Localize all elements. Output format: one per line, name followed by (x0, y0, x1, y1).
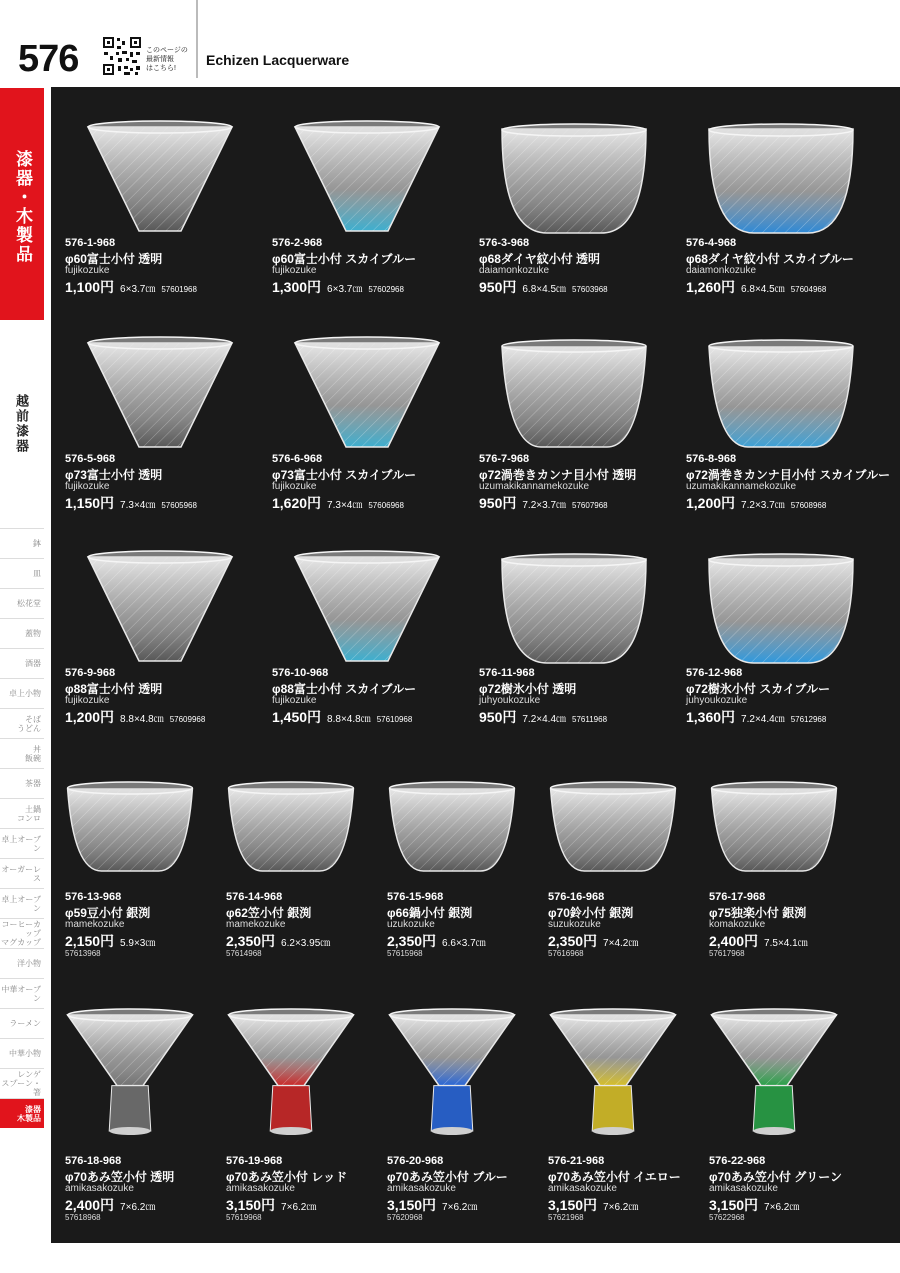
product-price: 2,350円 (226, 933, 276, 949)
product-name: φ62笠小付 銀渕 (226, 906, 312, 920)
product-sku: 57615968 (387, 949, 423, 958)
glass-bowl-image (709, 1005, 839, 1135)
product-name: φ68ダイヤ紋小付 スカイブルー (686, 252, 854, 266)
product-price: 950円 (479, 279, 517, 295)
sidebar-item[interactable]: 茶器 (0, 768, 44, 798)
product-sku: 57614968 (226, 949, 262, 958)
product-name: φ70あみ笠小付 イエロー (548, 1170, 681, 1184)
product-code: 576-18-968 (65, 1155, 122, 1167)
price-line (709, 1195, 799, 1215)
glass-bowl-image (292, 335, 442, 453)
product-name: φ70鈴小付 銀渕 (548, 906, 634, 920)
sidebar-item[interactable]: 皿 (0, 558, 44, 588)
product-size: 6×3.7㎝ (327, 284, 363, 295)
product-code: 576-16-968 (548, 891, 605, 903)
category-tab[interactable]: 漆器・木製品 (0, 88, 44, 320)
product-size: 7×4.2㎝ (603, 938, 639, 949)
product-romaji: uzukozuke (387, 919, 435, 930)
product-romaji: amikasakozuke (65, 1183, 134, 1194)
sidebar-item[interactable]: 卓上オーブン (0, 828, 44, 858)
product-romaji: amikasakozuke (387, 1183, 456, 1194)
qr-code[interactable] (102, 36, 142, 76)
sidebar-item[interactable]: 洋小物 (0, 948, 44, 978)
product-romaji: mamekozuke (226, 919, 286, 930)
sidebar-item[interactable]: レンゲ スプーン・箸 (0, 1068, 44, 1098)
glass-bowl-image (292, 549, 442, 667)
price-line (65, 1195, 155, 1215)
glass-bowl-image (292, 119, 442, 237)
product-code: 576-20-968 (387, 1155, 444, 1167)
glass-bowl-image (387, 777, 517, 877)
glass-bowl-image (226, 1005, 356, 1135)
glass-bowl-image (548, 1005, 678, 1135)
product-sku: 57608968 (790, 501, 827, 510)
product-price: 1,620円 (272, 495, 322, 511)
glass-bowl-image (706, 119, 856, 237)
product-price: 1,450円 (272, 709, 322, 725)
price-line (709, 931, 808, 951)
product-romaji: uzumakikannamekozuke (686, 481, 797, 492)
product-size: 7.3×4㎝ (120, 500, 156, 511)
product-romaji: fujikozuke (65, 695, 110, 706)
product-sku: 57621968 (548, 1213, 584, 1222)
product-sku: 57602968 (368, 285, 404, 294)
sidebar-item[interactable]: 中華オーブン (0, 978, 44, 1008)
product-romaji: fujikozuke (272, 265, 317, 276)
product-sku: 57610968 (376, 715, 413, 724)
page-number: 576 (18, 38, 79, 80)
product-name: φ72渦巻きカンナ目小付 透明 (479, 468, 637, 482)
sidebar (0, 88, 44, 1273)
product-sku: 57601968 (161, 285, 197, 294)
sidebar-item[interactable]: 松花堂 (0, 588, 44, 618)
product-romaji: fujikozuke (272, 481, 317, 492)
product-code: 576-15-968 (387, 891, 444, 903)
product-size: 7.2×3.7㎝ (522, 500, 567, 511)
product-size: 7.5×4.1㎝ (764, 938, 808, 949)
price-line (387, 931, 486, 951)
product-price: 1,300円 (272, 279, 322, 295)
product-sku: 57616968 (548, 949, 584, 958)
product-size: 6.8×4.5㎝ (741, 284, 785, 295)
glass-bowl-image (548, 777, 678, 877)
glass-bowl-image (499, 335, 649, 453)
product-romaji: amikasakozuke (226, 1183, 295, 1194)
product-price: 2,400円 (65, 1197, 115, 1213)
price-line (272, 277, 404, 297)
product-size: 6×3.7㎝ (120, 284, 156, 295)
product-romaji: amikasakozuke (548, 1183, 617, 1194)
glass-bowl-image (85, 119, 235, 237)
sidebar-item[interactable]: 鉢 (0, 528, 44, 558)
product-romaji: fujikozuke (65, 481, 110, 492)
product-code: 576-7-968 (479, 453, 530, 465)
product-name: φ88富士小付 スカイブルー (272, 682, 417, 696)
product-name: φ66鍋小付 銀渕 (387, 906, 473, 920)
product-sku: 57604968 (790, 285, 827, 294)
price-line (686, 707, 826, 727)
product-code: 576-2-968 (272, 237, 323, 249)
product-name: φ59豆小付 銀渕 (65, 906, 151, 920)
product-price: 2,350円 (548, 933, 598, 949)
sidebar-item[interactable]: 卓上小物 (0, 678, 44, 708)
product-romaji: juhyoukozuke (479, 695, 541, 706)
glass-bowl-image (65, 777, 195, 877)
product-sku: 57609968 (169, 715, 206, 724)
product-code: 576-9-968 (65, 667, 116, 679)
product-size: 7×6.2㎝ (764, 1202, 800, 1213)
product-sku: 57611968 (572, 715, 608, 724)
product-romaji: komakozuke (709, 919, 766, 930)
sidebar-item[interactable]: ラーメン (0, 1008, 44, 1038)
product-price: 3,150円 (709, 1197, 759, 1213)
product-name: φ70あみ笠小付 グリーン (709, 1170, 843, 1184)
product-price: 2,350円 (387, 933, 437, 949)
product-sku: 57622968 (709, 1213, 745, 1222)
product-size: 7×6.2㎝ (442, 1202, 478, 1213)
product-size: 6.8×4.5㎝ (522, 284, 567, 295)
product-size: 7×6.2㎝ (603, 1202, 639, 1213)
sidebar-item[interactable]: 蓋物 (0, 618, 44, 648)
sidebar-item[interactable]: そば うどん (0, 708, 44, 738)
product-sku: 57612968 (790, 715, 827, 724)
product-size: 7×6.2㎝ (281, 1202, 317, 1213)
price-line (65, 493, 197, 513)
product-price: 1,150円 (65, 495, 115, 511)
product-size: 7.3×4㎝ (327, 500, 363, 511)
price-line (272, 707, 412, 727)
product-code: 576-8-968 (686, 453, 737, 465)
product-sku: 57619968 (226, 1213, 262, 1222)
product-name: φ70あみ笠小付 ブルー (387, 1170, 508, 1184)
product-code: 576-17-968 (709, 891, 766, 903)
product-romaji: uzumakikannamekozuke (479, 481, 590, 492)
product-size: 6.2×3.95㎝ (281, 938, 331, 949)
price-line (548, 931, 638, 951)
product-code: 576-12-968 (686, 667, 743, 679)
glass-bowl-image (85, 335, 235, 453)
price-line (65, 931, 155, 951)
glass-bowl-image (709, 777, 839, 877)
product-name: φ72樹氷小付 透明 (479, 682, 577, 696)
sidebar-item[interactable]: 土鍋 コンロ (0, 798, 44, 828)
product-romaji: amikasakozuke (709, 1183, 778, 1194)
product-romaji: fujikozuke (65, 265, 110, 276)
sidebar-item[interactable]: 中華小物 (0, 1038, 44, 1068)
price-line (686, 277, 826, 297)
product-code: 576-14-968 (226, 891, 283, 903)
qr-note: このページの 最新情報 はこちら! (146, 47, 188, 72)
price-line (65, 277, 197, 297)
subcategory-label: 越前漆器 (14, 394, 29, 454)
product-price: 3,150円 (387, 1197, 437, 1213)
sidebar-nav (0, 528, 44, 1128)
product-size: 7.2×4.4㎝ (741, 714, 785, 725)
glass-bowl-image (499, 549, 649, 667)
product-size: 8.8×4.8㎝ (120, 714, 164, 725)
product-code: 576-22-968 (709, 1155, 766, 1167)
product-price: 1,200円 (686, 495, 736, 511)
price-line (226, 1195, 316, 1215)
product-price: 1,200円 (65, 709, 115, 725)
sidebar-item[interactable]: 丼 飯碗 (0, 738, 44, 768)
product-sku: 57603968 (572, 285, 608, 294)
product-code: 576-5-968 (65, 453, 116, 465)
product-size: 7×6.2㎝ (120, 1202, 156, 1213)
product-name: φ75独楽小付 銀渕 (709, 906, 807, 920)
product-romaji: daiamonkozuke (686, 265, 757, 276)
sidebar-item[interactable]: 卓上オーブン (0, 888, 44, 918)
product-price: 3,150円 (226, 1197, 276, 1213)
price-line (479, 493, 608, 513)
sidebar-item[interactable]: オーガーレス (0, 858, 44, 888)
product-name: φ70あみ笠小付 透明 (65, 1170, 175, 1184)
product-code: 576-1-968 (65, 237, 116, 249)
product-name: φ72樹氷小付 スカイブルー (686, 682, 831, 696)
product-code: 576-3-968 (479, 237, 530, 249)
product-sku: 57607968 (572, 501, 608, 510)
product-code: 576-21-968 (548, 1155, 605, 1167)
product-size: 5.9×3㎝ (120, 938, 156, 949)
product-price: 950円 (479, 495, 517, 511)
product-price: 1,100円 (65, 279, 115, 295)
product-code: 576-4-968 (686, 237, 737, 249)
sidebar-item[interactable]: 漆器 木製品 (0, 1098, 44, 1128)
product-size: 8.8×4.8㎝ (327, 714, 371, 725)
glass-bowl-image (65, 1005, 195, 1135)
price-line (272, 493, 404, 513)
product-name: φ73富士小付 スカイブルー (272, 468, 417, 482)
price-line (686, 493, 826, 513)
product-price: 2,150円 (65, 933, 115, 949)
product-price: 2,400円 (709, 933, 759, 949)
product-romaji: juhyoukozuke (686, 695, 748, 706)
product-price: 1,360円 (686, 709, 736, 725)
header-divider (196, 0, 198, 78)
series-title: Echizen Lacquerware (206, 52, 350, 68)
product-price: 1,260円 (686, 279, 736, 295)
product-code: 576-10-968 (272, 667, 329, 679)
product-panel (51, 87, 900, 1243)
product-sku: 57617968 (709, 949, 745, 958)
glass-bowl-image (706, 549, 856, 667)
glass-bowl-image (706, 335, 856, 453)
product-name: φ68ダイヤ紋小付 透明 (479, 252, 601, 266)
glass-bowl-image (387, 1005, 517, 1135)
product-romaji: suzukozuke (548, 919, 601, 930)
product-romaji: daiamonkozuke (479, 265, 550, 276)
sidebar-item[interactable]: 酒器 (0, 648, 44, 678)
product-size: 6.6×3.7㎝ (442, 938, 486, 949)
product-code: 576-19-968 (226, 1155, 283, 1167)
product-name: φ88富士小付 透明 (65, 682, 163, 696)
product-sku: 57620968 (387, 1213, 423, 1222)
price-line (479, 707, 607, 727)
glass-bowl-image (226, 777, 356, 877)
product-price: 950円 (479, 709, 517, 725)
product-size: 7.2×3.7㎝ (741, 500, 785, 511)
price-line (226, 931, 330, 951)
product-code: 576-6-968 (272, 453, 323, 465)
price-line (548, 1195, 638, 1215)
product-sku: 57606968 (368, 501, 404, 510)
product-romaji: fujikozuke (272, 695, 317, 706)
product-price: 3,150円 (548, 1197, 598, 1213)
glass-bowl-image (85, 549, 235, 667)
product-name: φ70あみ笠小付 レッド (226, 1170, 348, 1184)
product-name: φ72渦巻きカンナ目小付 スカイブルー (686, 468, 891, 482)
product-name: φ60富士小付 透明 (65, 252, 163, 266)
sidebar-item[interactable]: コーヒーカップ マグカップ (0, 918, 44, 948)
price-line (65, 707, 205, 727)
price-line (387, 1195, 477, 1215)
glass-bowl-image (499, 119, 649, 237)
product-sku: 57618968 (65, 1213, 101, 1222)
product-code: 576-13-968 (65, 891, 122, 903)
product-sku: 57605968 (161, 501, 197, 510)
product-name: φ60富士小付 スカイブルー (272, 252, 417, 266)
product-romaji: mamekozuke (65, 919, 125, 930)
price-line (479, 277, 608, 297)
product-name: φ73富士小付 透明 (65, 468, 163, 482)
product-sku: 57613968 (65, 949, 101, 958)
product-size: 7.2×4.4㎝ (522, 714, 567, 725)
product-code: 576-11-968 (479, 667, 535, 679)
